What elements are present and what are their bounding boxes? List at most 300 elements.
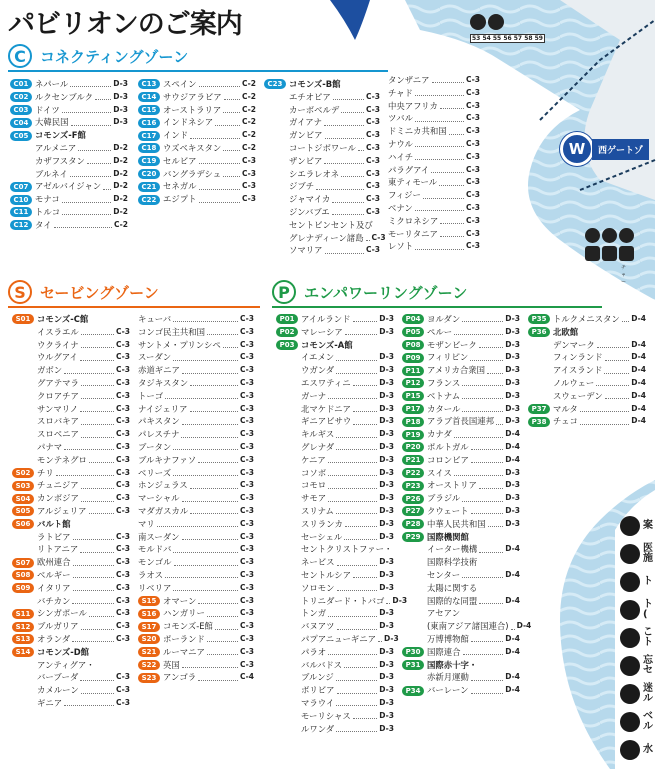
pavilion-entry <box>138 193 256 206</box>
map-grid-ref: C-3 <box>365 206 380 216</box>
pavilion-name: ガイアナ <box>289 117 322 128</box>
map-grid-ref: D-3 <box>379 518 394 528</box>
pavilion-entry <box>276 659 394 672</box>
pavilion-code-badge: P21 <box>402 455 424 465</box>
map-grid-ref: C-3 <box>465 190 480 200</box>
pavilion-entry <box>276 377 394 390</box>
dot-leader <box>596 380 629 386</box>
map-grid-ref: C-3 <box>241 181 256 191</box>
dot-leader <box>198 598 238 604</box>
map-grid-ref: C-3 <box>115 493 130 503</box>
dot-leader <box>345 329 378 335</box>
pavilion-name: 万博博物館 <box>427 633 469 644</box>
map-grid-ref: D-4 <box>505 646 520 656</box>
pavilion-entry <box>388 228 480 241</box>
pavilion-entry <box>402 403 520 416</box>
pavilion-list-c1 <box>10 78 128 232</box>
map-grid-ref: D-4 <box>505 441 520 451</box>
legend-row <box>620 600 653 620</box>
pavilion-code-badge: P29 <box>402 532 424 542</box>
map-grid-ref: C-3 <box>115 429 130 439</box>
pavilion-entry <box>10 193 128 206</box>
pavilion-name: キルギス <box>301 429 335 440</box>
pavilion-entry <box>276 633 399 646</box>
pavilion-name: オーストラリア <box>163 104 222 115</box>
pavilion-name: ウルグアイ <box>37 352 78 363</box>
pavilion-name: ウズベキスタン <box>163 142 222 153</box>
zone-header-empowering <box>272 280 467 304</box>
pavilion-entry <box>388 74 480 87</box>
map-grid-ref: D-3 <box>113 79 128 88</box>
pavilion-code-badge: C16 <box>138 118 160 128</box>
pavilion-code-badge: S21 <box>138 647 160 657</box>
pavilion-name: グアテマラ <box>37 377 79 388</box>
pavilion-entry <box>138 467 254 480</box>
pavilion-entry <box>264 129 380 142</box>
zone-title-connecting: コネクティングゾーン <box>40 47 189 66</box>
pavilion-entry <box>12 671 130 684</box>
pavilion-name: ベルギー <box>37 569 71 580</box>
pavilion-entry <box>276 697 394 710</box>
pavilion-code-badge: P20 <box>402 442 424 452</box>
pavilion-entry <box>388 215 480 228</box>
dot-leader <box>605 393 630 399</box>
dot-leader <box>62 197 112 203</box>
pavilion-name: ノルウェー <box>553 377 595 388</box>
pavilion-entry <box>12 505 130 518</box>
pavilion-entry <box>276 454 394 467</box>
pavilion-name: スペイン <box>163 79 197 89</box>
map-grid-ref: C-3 <box>115 365 130 375</box>
legend-label: 案 <box>643 520 653 531</box>
dot-leader <box>353 572 377 578</box>
dot-leader <box>454 329 503 335</box>
pavilion-name: エジプト <box>163 194 197 205</box>
map-grid-ref: C-3 <box>115 467 130 477</box>
pavilion-name: ソロモン <box>301 582 335 593</box>
pavilion-entry <box>402 633 520 646</box>
pavilion-entry <box>388 240 480 253</box>
pavilion-entry <box>12 569 130 582</box>
dot-leader <box>439 180 464 186</box>
pavilion-code-badge: S13 <box>12 634 34 644</box>
dot-leader <box>353 380 378 386</box>
map-grid-ref: C-3 <box>239 480 254 490</box>
map-grid-ref: C-3 <box>241 155 256 165</box>
pavilion-name: 北欧館 <box>553 326 579 337</box>
map-grid-ref: C-3 <box>465 164 480 174</box>
pavilion-code-badge: S08 <box>12 570 34 580</box>
pavilion-entry <box>12 595 130 608</box>
pavilion-entry <box>402 671 520 684</box>
dot-leader <box>81 483 114 489</box>
map-grid-ref: D-3 <box>113 117 128 127</box>
map-grid-ref: C-3 <box>465 177 480 187</box>
map-grid-ref: C-3 <box>465 100 480 110</box>
map-grid-ref: C-3 <box>239 429 254 439</box>
map-grid-ref: D-3 <box>379 710 394 720</box>
map-grid-ref: D-3 <box>379 505 394 515</box>
map-grid-ref: C-3 <box>239 314 254 323</box>
dot-leader <box>336 726 377 732</box>
pavilion-code-badge: P01 <box>276 314 298 324</box>
map-grid-ref: D-2 <box>113 155 128 165</box>
pavilion-code-badge: P08 <box>402 340 424 350</box>
pavilion-entry <box>12 377 130 390</box>
map-small-label: チャー <box>621 265 627 285</box>
pavilion-entry <box>264 78 380 91</box>
pavilion-entry <box>402 659 520 672</box>
legend-row <box>620 516 653 536</box>
map-grid-ref: C-2 <box>241 104 256 114</box>
pavilion-entry <box>138 78 256 91</box>
pavilion-name: コモンズ-D館 <box>37 646 90 657</box>
pavilion-entry <box>276 428 394 441</box>
map-grid-ref: C-3 <box>115 480 130 490</box>
pavilion-name: ブルガリア <box>37 621 79 632</box>
dot-leader <box>87 158 111 164</box>
dot-leader <box>325 248 364 254</box>
pavilion-code-badge: S23 <box>138 673 160 683</box>
pavilion-entry <box>12 364 130 377</box>
dot-leader <box>73 534 114 540</box>
dot-leader <box>190 508 238 514</box>
map-grid-ref: D-3 <box>392 595 408 605</box>
dot-leader <box>341 107 364 113</box>
map-grid-ref: D-3 <box>379 493 394 503</box>
pavilion-name: マーシャル <box>138 493 180 504</box>
pavilion-entry <box>276 684 394 697</box>
map-grid-ref: C-3 <box>371 232 386 242</box>
pavilion-name: ジブチ <box>289 181 315 192</box>
zone-badge-empowering: P <box>272 280 296 304</box>
pavilion-entry <box>264 168 380 181</box>
map-grid-ref: D-3 <box>505 314 520 323</box>
dot-leader <box>157 521 238 527</box>
pavilion-code-badge: S22 <box>138 660 160 670</box>
pavilion-name: ベナン <box>388 202 413 213</box>
pavilion-name: 北マケドニア <box>301 403 351 414</box>
map-grid-ref: D-3 <box>379 326 394 336</box>
pavilion-name: バチカン <box>37 595 71 606</box>
map-grid-ref: C-3 <box>465 215 480 225</box>
dot-leader <box>223 107 240 113</box>
dot-leader <box>336 675 378 681</box>
pavilion-code-badge: C20 <box>138 169 160 179</box>
pavilion-name: ブルンジ <box>301 672 334 683</box>
dot-leader <box>479 483 503 489</box>
pavilion-name: センター <box>427 569 461 580</box>
pavilion-entry <box>138 671 254 684</box>
family-icon <box>620 628 640 648</box>
legend-row <box>620 684 653 704</box>
pavilion-name: オーストリア <box>427 480 477 491</box>
dot-leader <box>336 700 377 706</box>
pavilion-name: ルーマニア <box>163 646 205 657</box>
map-grid-ref: C-3 <box>465 113 480 123</box>
dot-leader <box>471 636 503 642</box>
pavilion-entry <box>264 104 380 117</box>
dot-leader <box>415 205 464 211</box>
multipurpose-toilet-icon <box>620 600 640 620</box>
pavilion-entry <box>528 339 646 352</box>
pavilion-code-badge: P23 <box>402 481 424 491</box>
pavilion-name: スウェーデン <box>553 390 603 401</box>
map-grid-ref: C-3 <box>115 531 130 541</box>
map-grid-ref: D-3 <box>379 531 394 541</box>
pavilion-name: フィンランド <box>553 352 603 363</box>
pavilion-code-badge: C03 <box>10 105 32 115</box>
map-grid-ref: D-4 <box>505 544 520 554</box>
map-grid-ref: C-3 <box>115 633 130 643</box>
map-grid-ref: C-3 <box>239 365 254 375</box>
map-grid-ref: C-3 <box>115 544 130 554</box>
pavilion-entry <box>264 244 380 257</box>
map-grid-ref: C-3 <box>239 416 254 426</box>
pavilion-name: コモンズ-B館 <box>289 79 341 89</box>
map-grid-ref: D-3 <box>505 480 520 490</box>
dot-leader <box>81 393 114 399</box>
map-grid-ref: D-3 <box>379 480 394 490</box>
pavilion-name: アイルランド <box>301 314 351 324</box>
map-grid-ref: C-3 <box>239 505 254 515</box>
map-grid-ref: D-4 <box>631 377 646 387</box>
pavilion-entry <box>264 180 380 193</box>
pavilion-entry <box>402 543 520 556</box>
pavilion-entry <box>276 326 394 339</box>
pavilion-entry <box>402 415 520 428</box>
pavilion-entry <box>12 697 130 710</box>
pavilion-name: ポルトガル <box>427 441 469 452</box>
dot-leader <box>56 470 114 476</box>
pavilion-entry <box>388 189 480 202</box>
pavilion-name: ルワンダ <box>301 723 335 734</box>
dot-leader <box>182 368 238 374</box>
dot-leader <box>182 534 238 540</box>
pavilion-code-badge: P09 <box>402 353 424 363</box>
dot-leader <box>207 636 238 642</box>
pavilion-name: ジャマイカ <box>289 194 331 205</box>
pavilion-entry <box>402 467 520 480</box>
dot-leader <box>333 94 364 100</box>
dot-leader <box>336 368 377 374</box>
dot-leader <box>182 662 238 668</box>
pavilion-name: バングラデシュ <box>163 168 222 179</box>
map-grid-ref: C-3 <box>239 582 254 592</box>
dot-leader <box>198 457 238 463</box>
map-grid-ref: D-3 <box>505 416 520 426</box>
pavilion-name: バルバドス <box>301 659 343 670</box>
pavilion-entry <box>388 100 480 113</box>
pavilion-entry <box>138 569 254 582</box>
pavilion-code-badge: C01 <box>10 79 32 89</box>
dot-leader <box>336 508 377 514</box>
pavilion-list-c3 <box>264 78 386 257</box>
pavilion-entry <box>138 646 254 659</box>
pavilion-entry <box>276 351 394 364</box>
zone-title-saving: セービングゾーン <box>40 283 159 302</box>
dot-leader <box>366 235 370 241</box>
pavilion-entry <box>402 390 520 403</box>
wheelchair-icon <box>620 712 640 732</box>
map-grid-ref: D-3 <box>505 377 520 387</box>
map-grid-ref: D-3 <box>505 518 520 528</box>
pavilion-name: コロンビア <box>427 454 469 465</box>
pavilion-entry <box>528 390 646 403</box>
dot-leader <box>328 457 378 463</box>
info-icon <box>620 516 640 536</box>
pavilion-entry <box>388 164 480 177</box>
map-grid-ref: D-3 <box>383 633 399 643</box>
dot-leader <box>207 611 238 617</box>
pavilion-name: タンザニア <box>388 75 430 85</box>
map-grid-ref: C-3 <box>465 241 480 251</box>
dot-leader <box>471 457 503 463</box>
map-grid-ref: C-3 <box>365 142 380 152</box>
dot-leader <box>337 560 378 566</box>
pavilion-code-badge: C17 <box>138 131 160 141</box>
pavilion-entry <box>10 219 128 232</box>
pavilion-entry <box>12 607 130 620</box>
map-grid-ref: C-3 <box>115 595 130 605</box>
map-grid-ref: C-3 <box>115 582 130 592</box>
dot-leader <box>353 406 377 412</box>
pavilion-entry <box>264 91 380 104</box>
pavilion-name: 国際連合 <box>427 646 461 657</box>
map-grid-ref: D-4 <box>631 339 646 349</box>
pavilion-name: モルドバ <box>138 544 172 555</box>
pavilion-entry <box>138 518 254 531</box>
map-grid-ref: D-4 <box>631 390 646 400</box>
pavilion-name: コートジボワール <box>289 142 356 153</box>
pavilion-entry <box>402 518 520 531</box>
zone-header-connecting <box>8 44 188 68</box>
map-grid-ref: D-3 <box>379 403 394 413</box>
dot-leader <box>223 145 240 151</box>
map-grid-ref: C-3 <box>115 441 130 451</box>
pavilion-entry <box>10 168 128 181</box>
dot-leader <box>353 713 378 719</box>
pavilion-name: モナコ <box>35 194 60 205</box>
zone-rule-empowering <box>272 306 602 308</box>
dot-leader <box>89 611 114 617</box>
dot-leader <box>325 133 364 139</box>
pavilion-code-badge: P02 <box>276 327 298 337</box>
dot-leader <box>207 649 238 655</box>
dot-leader <box>328 496 377 502</box>
dot-leader <box>449 129 464 135</box>
pavilion-name: コモンズ-A館 <box>301 339 353 350</box>
map-grid-ref: D-4 <box>505 454 520 464</box>
map-grid-ref: C-3 <box>365 91 380 101</box>
pavilion-name: チュニジア <box>37 480 79 491</box>
pavilion-name: モンゴル <box>138 557 172 568</box>
pavilion-code-badge: P28 <box>402 519 424 529</box>
dot-leader <box>80 406 114 412</box>
pavilion-name: インド <box>163 130 189 141</box>
pavilion-name: コンゴ民主共和国 <box>138 326 205 337</box>
pavilion-code-badge: P18 <box>402 417 424 427</box>
map-grid-ref: C-3 <box>239 659 254 669</box>
pavilion-code-badge: C02 <box>10 92 32 102</box>
pavilion-entry <box>264 142 380 155</box>
map-grid-ref: D-3 <box>505 467 520 477</box>
pavilion-entry <box>138 377 254 390</box>
map-grid-ref: D-4 <box>631 416 646 426</box>
dot-leader <box>341 171 364 177</box>
pavilion-name: サンマリノ <box>37 403 79 414</box>
map-grid-ref: D-3 <box>379 685 394 695</box>
pavilion-code-badge: S03 <box>12 481 34 491</box>
map-grid-ref: C-3 <box>239 544 254 554</box>
map-grid-ref: D-3 <box>379 429 394 439</box>
dot-leader <box>487 368 503 374</box>
map-grid-ref: D-4 <box>505 633 520 643</box>
pavilion-code-badge: C14 <box>138 92 160 102</box>
pavilion-name: フランス <box>427 377 461 388</box>
pavilion-name: ラトビア <box>37 531 71 542</box>
dot-leader <box>462 406 503 412</box>
pavilion-name: カタール <box>427 403 461 414</box>
pavilion-name: ソマリア <box>289 245 323 256</box>
pavilion-code-badge: S07 <box>12 558 34 568</box>
map-grid-ref: C-3 <box>115 390 130 400</box>
map-grid-ref: C-3 <box>239 569 254 579</box>
dot-leader <box>316 184 364 190</box>
dot-leader <box>64 368 114 374</box>
pavilion-code-badge: P31 <box>402 660 424 670</box>
dot-leader <box>173 316 238 322</box>
pavilion-name: アンゴラ <box>163 672 197 683</box>
map-grid-ref: C-3 <box>239 454 254 464</box>
dot-leader <box>72 636 114 642</box>
pavilion-code-badge: P15 <box>402 391 424 401</box>
map-grid-ref: C-3 <box>465 228 480 238</box>
pavilion-name: アルジェリア <box>37 505 87 516</box>
pavilion-entry <box>12 313 130 326</box>
dot-leader <box>415 154 464 160</box>
pavilion-entry <box>276 339 394 352</box>
pavilion-entry <box>138 505 254 518</box>
toilet-icon <box>620 572 640 592</box>
pavilion-entry <box>138 142 256 155</box>
map-grid-ref: D-4 <box>505 569 520 579</box>
map-grid-ref: D-4 <box>505 595 520 605</box>
pavilion-name: ボリビア <box>301 685 335 696</box>
pavilion-entry <box>402 505 520 518</box>
map-grid-ref: C-3 <box>115 339 130 349</box>
map-grid-ref: C-3 <box>465 151 480 161</box>
pavilion-entry <box>138 326 254 339</box>
pavilion-name: カナダ <box>427 429 452 440</box>
dot-leader <box>81 624 114 630</box>
pavilion-name: パキスタン <box>138 416 180 427</box>
pavilion-entry <box>138 104 256 117</box>
pavilion-code-badge: S04 <box>12 494 34 504</box>
pavilion-list-p2 <box>402 313 532 697</box>
map-grid-ref: D-3 <box>379 365 394 375</box>
legend-label: 水 <box>643 744 653 755</box>
pavilion-entry <box>402 364 520 377</box>
dot-leader <box>73 572 114 578</box>
dot-leader <box>72 598 114 604</box>
dot-leader <box>224 94 240 100</box>
pavilion-name: 赤道ギニア <box>138 365 180 376</box>
pavilion-code-badge: P19 <box>402 430 424 440</box>
dot-leader <box>462 316 503 322</box>
dot-leader <box>181 432 238 438</box>
pavilion-entry <box>276 620 394 633</box>
